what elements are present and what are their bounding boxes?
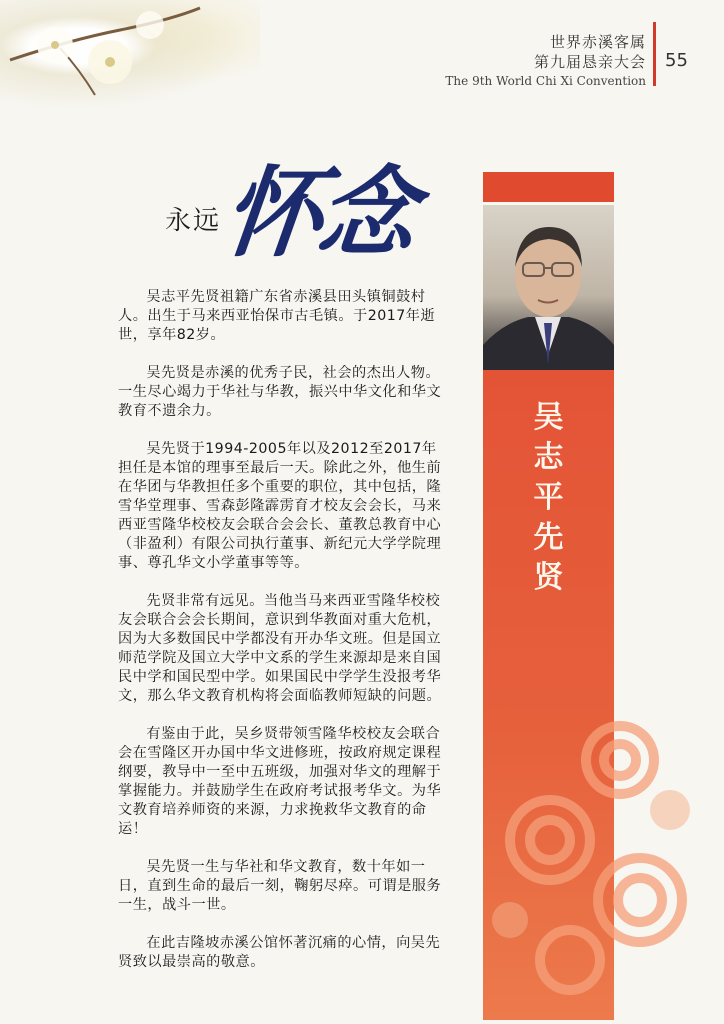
title-small: 永远 [165, 206, 222, 236]
header-line-1: 世界赤溪客属 [549, 33, 646, 51]
paragraph: 先贤非常有远见。当他当马来西亚雪隆华校校友会联合会会长期间，意识到华教面对重大危机，因为大多数国民中学都没有开办华文班。但是国立师范学院及国立大学中文系的学生来源却是来自国民中学和国民型中学。如果国民中学学生没报考华文，那么华文教育机构将会面临教师短缺的问题。 [118, 593, 442, 704]
red-banner-top [483, 172, 614, 202]
name-char: 先 [533, 520, 564, 555]
paragraph: 在此吉隆坡赤溪公馆怀著沉痛的心情，向吴先贤致以最崇高的敬意。 [118, 935, 441, 970]
paragraph: 吴志平先贤祖籍广东省赤溪县田头镇铜鼓村人。出生于马来西亚怡保市古毛镇。于2017年逝世，享年82岁。 [118, 289, 436, 343]
paragraph: 吴先贤是赤溪的优秀子民，社会的杰出人物。一生尽心竭力于华社与华教，振兴中华文化和华文教育不遗余力。 [118, 365, 442, 419]
memorial-text [118, 288, 448, 991]
branch-decoration-icon [0, 0, 260, 115]
paragraph: 有鉴由于此，吴乡贤带领雪隆华校校友会联合会在雪隆区开办国中华文进修班，按政府规定课程纲要，教导中一至中五班级，加强对华文的理解于掌握能力。并鼓励学生在政府考试报考华文。为华文教育培养师资的来源，力求挽救华文教育的命运！ [118, 726, 442, 837]
paragraph: 吴先贤一生与华社和华文教育，数十年如一日，直到生命的最后一刻，鞠躬尽瘁。可谓是服务一生，战斗一世。 [118, 859, 442, 913]
header-line-2: 第九届恳亲大会 [533, 53, 646, 71]
header-line-english: The 9th World Chi Xi Convention [445, 74, 646, 88]
paragraph: 吴先贤于1994-2005年以及2012至2017年担任是本馆的理事至最后一天。除此之外，他生前在华团与华教担任多个重要的职位，其中包括，隆雪华堂理事、雪森彭隆霹雳育才校友会会长，马来西亚雪隆华校校友会联合会会长、董教总教育中心（非盈利）有限公司执行董事、新纪元大学学院理事、尊孔华文小学董事等等。 [118, 441, 442, 571]
convention-header [445, 32, 646, 88]
page-number: 55 [665, 50, 688, 71]
portrait-illustration [483, 205, 614, 370]
portrait-photo [483, 205, 614, 370]
name-char: 贤 [533, 560, 564, 595]
name-char: 吴 [533, 400, 564, 435]
name-char: 志 [533, 440, 564, 475]
person-name-vertical [483, 398, 614, 598]
title-calligraphy: 怀念 [218, 156, 419, 271]
name-char: 平 [533, 480, 564, 515]
header-divider [653, 22, 656, 86]
auspicious-cloud-decoration-icon [470, 700, 710, 1000]
